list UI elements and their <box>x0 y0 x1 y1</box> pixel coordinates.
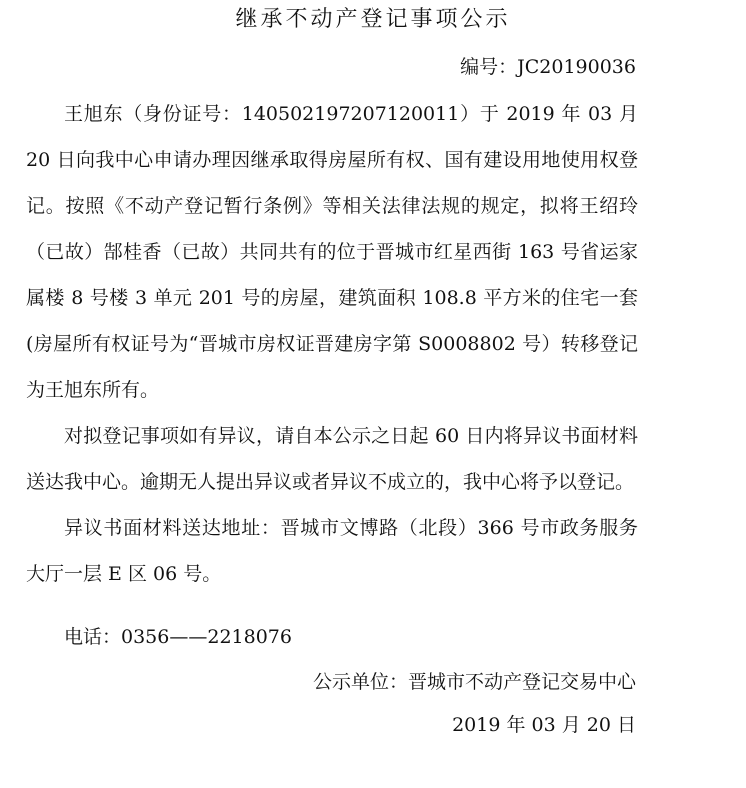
notice-body <box>26 91 638 597</box>
paragraph-objection: 对拟登记事项如有异议，请自本公示之日起 60 日内将异议书面材料送达我中心。逾期无人提出异议或者异议不成立的，我中心将予以登记。 <box>26 425 638 493</box>
notice-date: 2019 年 03 月 20 日 <box>452 714 636 736</box>
notice-number: 编号：JC20190036 <box>460 56 636 78</box>
contact-phone: 电话：0356——2218076 <box>64 626 292 648</box>
paragraph-applicant: 王旭东（身份证号：140502197207120011）于 2019 年 03 月 20 日向我中心申请办理因继承取得房屋所有权、国有建设用地使用权登记。按照《不动产登记暂行条例》等相关法律法规的规定，拟将王绍玲（已故）郜桂香（已故）共同共有的位于晋城市红星西街 163 号省运家属楼 8 号楼 3 单元 201 号的房屋，建筑面积 108.8 平方米的住宅一套(房屋所有权证号为“晋城市房权证晋建房字第 S0008802 号）转移登记为王旭东所有。 <box>26 103 638 401</box>
publisher: 公示单位：晋城市不动产登记交易中心 <box>312 671 636 693</box>
notice-title: 继承不动产登记事项公示 <box>235 7 511 32</box>
paragraph-address: 异议书面材料送达地址：晋城市文博路（北段）366 号市政务服务大厅一层 E 区 06 号。 <box>26 517 638 585</box>
